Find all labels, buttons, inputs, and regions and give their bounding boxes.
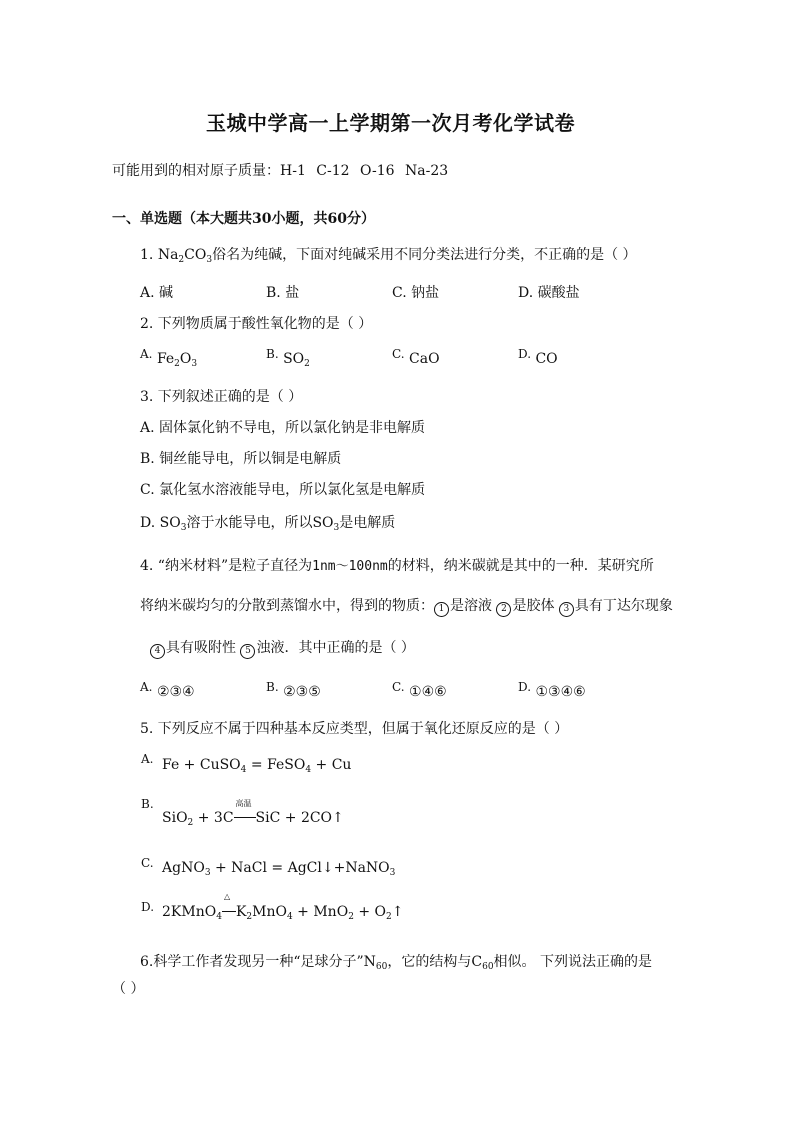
q3-option-b: B. 铜丝能导电，所以铜是电解质 bbox=[140, 451, 342, 467]
exam-title: 玉城中学高一上学期第一次月考化学试卷 bbox=[206, 111, 575, 135]
q1-option-c: C. 钠盐 bbox=[392, 285, 440, 301]
q1-option-a: A. 碱 bbox=[140, 285, 174, 301]
q3-option-a: A. 固体氯化钠不导电，所以氯化钠是非电解质 bbox=[140, 420, 426, 436]
q3-option-c: C. 氯化氢水溶液能导电，所以氯化氢是电解质 bbox=[140, 482, 426, 498]
q4-option-d: D. ①③④⑥ bbox=[518, 680, 586, 700]
formula-na2co3: $Na_2CO_3$ bbox=[157, 247, 213, 265]
q4-option-b: B. ②③⑤ bbox=[266, 680, 321, 700]
q5-option-b-label: B. bbox=[141, 797, 154, 811]
q3-option-d: D. $SO_3$溶于水能导电，所以$SO_3$是电解质 bbox=[140, 515, 396, 533]
question-4-line-3: 4 具有吸附性 5 浊液．其中正确的是（ ） bbox=[150, 637, 415, 659]
q4-option-c: C. ①④⑥ bbox=[392, 680, 447, 700]
q5-option-d-label: D. bbox=[141, 900, 155, 914]
q4-option-a: A. ②③④ bbox=[140, 680, 195, 700]
question-4-line-1: 4. “纳米材料”是粒子直径为1nm～100nm的材料，纳米碳就是其中的一种．某研究所 bbox=[140, 558, 654, 574]
q2-option-b: B. $SO_2$ bbox=[266, 347, 310, 369]
question-1-text: 俗名为纯碱，下面对纯碱采用不同分类法进行分类，不正确的是（ ） bbox=[212, 247, 637, 263]
q2-option-d: D. CO bbox=[518, 347, 558, 367]
q5-option-d-equation: 2KMnO$_4$ △ $K_2MnO_4 + MnO_2$ + $O_2↑$ bbox=[162, 892, 404, 922]
question-6-line-2: （ ） bbox=[112, 981, 145, 997]
q2-option-a: A. $Fe_2O_3$ bbox=[140, 347, 198, 369]
q2-option-c: C. CaO bbox=[392, 347, 440, 367]
atomic-masses: 可能用到的相对原子质量：H-1 C-12 O-16 Na-23 bbox=[112, 163, 449, 179]
question-4-line-2: 将纳米碳均匀的分散到蒸馏水中，得到的物质： 1 是溶液 2 是胶体 3 具有丁达尔现象 bbox=[140, 595, 673, 617]
q5-option-a-label: A. bbox=[141, 752, 154, 766]
q1-option-b: B. 盐 bbox=[266, 285, 300, 301]
q5-option-a-equation: Fe + CuSO$_4$ = FeSO$_4$ + Cu bbox=[162, 757, 352, 775]
question-number: 1. bbox=[140, 247, 154, 263]
question-5-stem: 5. 下列反应不属于四种基本反应类型，但属于氧化还原反应的是（ ） bbox=[140, 721, 569, 737]
section-header: 一、单选题（本大题共30小题，共60分） bbox=[112, 211, 375, 227]
question-6-line-1: 6.科学工作者发现另一种“足球分子$”N_{60}$，它的结构与$C_{60}$相似。 下列说法正确的是 bbox=[140, 954, 652, 972]
question-3-stem: 3. 下列叙述正确的是（ ） bbox=[140, 389, 303, 405]
q5-option-b-equation: SiO$_2$ + 3C 高温 SiC + 2CO↑ bbox=[162, 799, 344, 828]
q5-option-c-equation: AgNO$_3$ + NaCl = AgCl↓+NaNO$_3$ bbox=[162, 860, 396, 878]
question-1-stem bbox=[140, 244, 637, 265]
question-2-stem: 2. 下列物质属于酸性氧化物的是（ ） bbox=[140, 316, 373, 332]
q1-option-d: D. 碳酸盐 bbox=[518, 285, 580, 301]
q5-option-c-label: C. bbox=[141, 856, 154, 870]
